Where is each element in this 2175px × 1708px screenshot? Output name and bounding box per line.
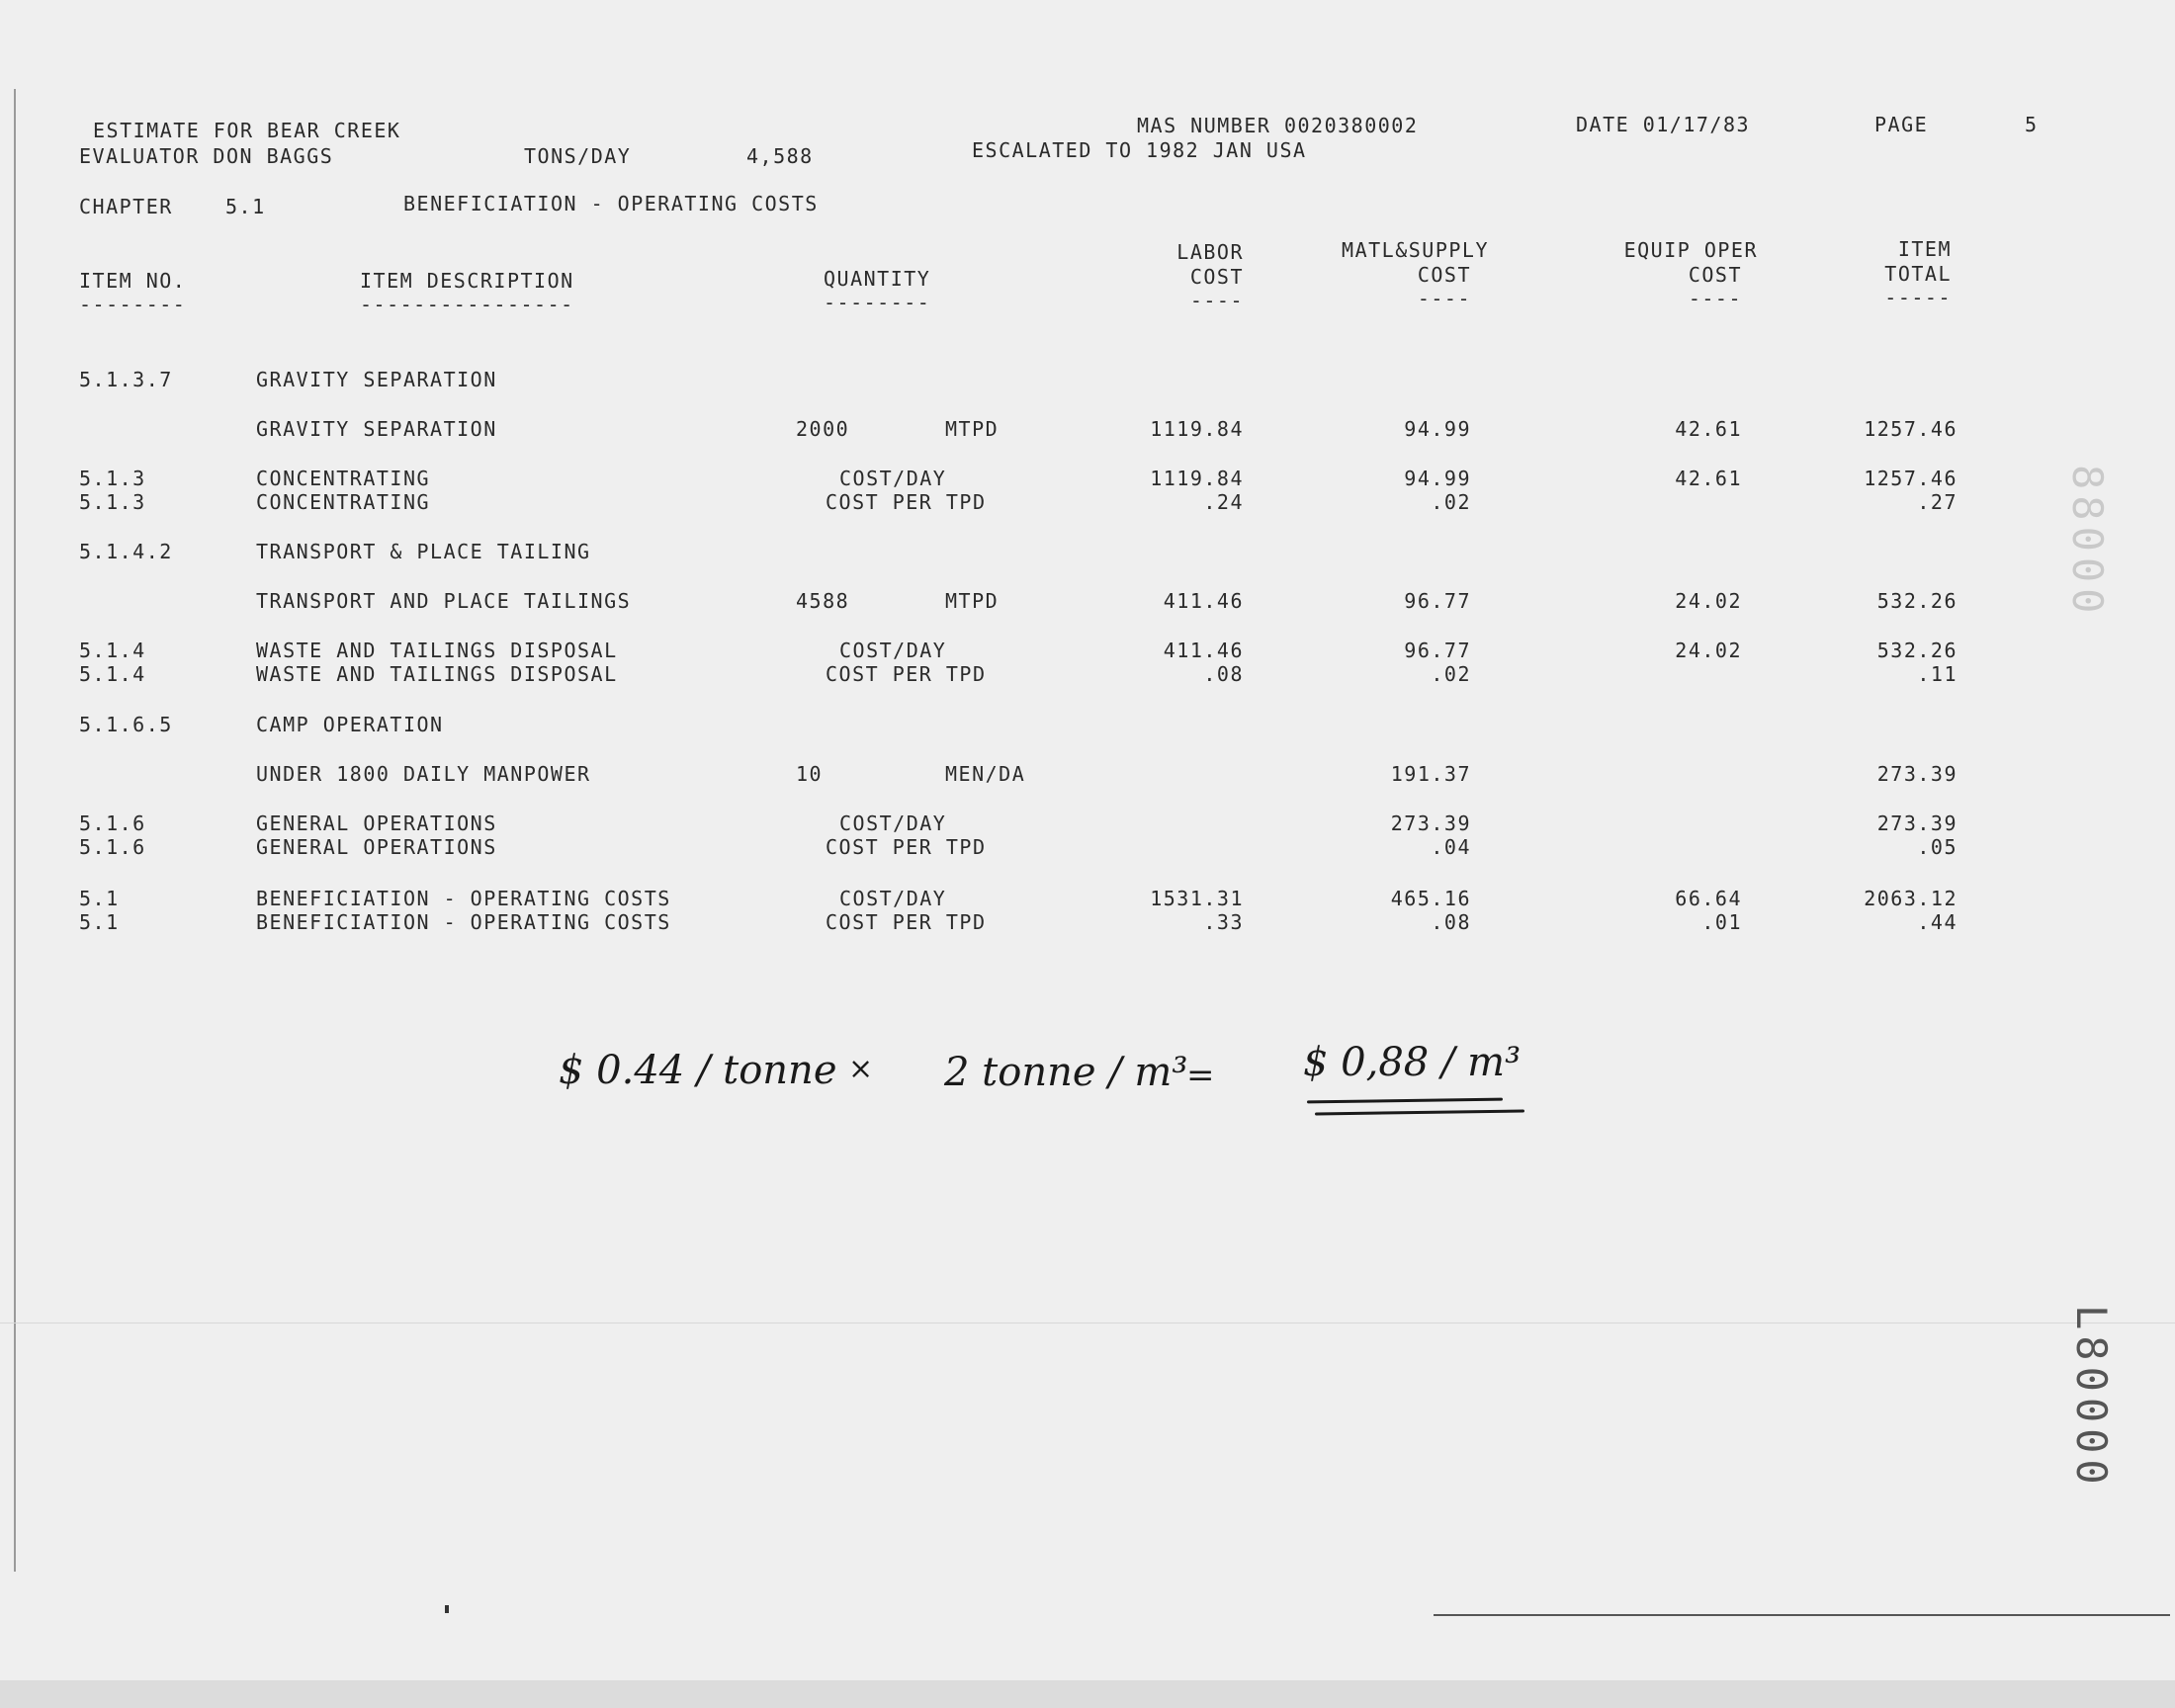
row-description: WASTE AND TAILINGS DISPOSAL (256, 639, 618, 662)
handwritten-density: 2 tonne / m³ (944, 1050, 1188, 1095)
tons-day-label: TONS/DAY (524, 144, 632, 168)
row-item-total: .11 (1917, 662, 1958, 686)
row-equip-cost: 24.02 (1675, 639, 1742, 662)
row-item-no: 5.1.6 (79, 835, 146, 859)
col-item-description: ITEM DESCRIPTION (360, 269, 574, 293)
row-labor-cost: .24 (1203, 490, 1244, 514)
row-quantity: 10 (796, 762, 824, 786)
row-item-total: .05 (1917, 835, 1958, 859)
col-total-line1: ITEM (1897, 237, 1952, 261)
row-matl-cost: 94.99 (1404, 467, 1471, 490)
row-item-no: 5.1.4 (79, 639, 146, 662)
evaluator: EVALUATOR DON BAGGS (79, 144, 334, 168)
col-matl-line2: COST (1417, 263, 1471, 287)
left-margin-line (14, 89, 16, 1572)
row-quantity: COST/DAY (839, 811, 947, 835)
row-item-no: 5.1 (79, 887, 120, 910)
row-matl-cost: .02 (1431, 490, 1471, 514)
col-equip-line1: EQUIP OPER (1623, 238, 1758, 262)
row-item-no: 5.1.4 (79, 662, 146, 686)
row-quantity: 4588 (796, 589, 850, 613)
row-matl-cost: 96.77 (1404, 589, 1471, 613)
row-labor-cost: 411.46 (1163, 639, 1244, 662)
row-labor-cost: 1119.84 (1150, 417, 1244, 441)
row-matl-cost: .04 (1431, 835, 1471, 859)
row-item-no: 5.1 (79, 910, 120, 934)
col-quantity-rule: -------- (824, 291, 931, 314)
row-matl-cost: .08 (1431, 910, 1471, 934)
row-matl-cost: 96.77 (1404, 639, 1471, 662)
row-matl-cost: 94.99 (1404, 417, 1471, 441)
escalated: ESCALATED TO 1982 JAN USA (972, 138, 1307, 162)
row-equip-cost: 66.64 (1675, 887, 1742, 910)
row-quantity: COST/DAY (839, 467, 947, 490)
row-item-no: 5.1.6.5 (79, 713, 173, 736)
row-quantity: COST PER TPD (826, 910, 987, 934)
row-item-no: 5.1.3 (79, 467, 146, 490)
row-labor-cost: 411.46 (1163, 589, 1244, 613)
col-item-description-rule: ---------------- (360, 293, 574, 316)
handwritten-result: $ 0,88 / m³ (1303, 1040, 1522, 1085)
tons-day-value: 4,588 (746, 144, 814, 168)
scan-speck (445, 1605, 449, 1613)
scan-line (1434, 1614, 2170, 1616)
row-matl-cost: 273.39 (1390, 811, 1471, 835)
col-labor-line1: LABOR (1176, 240, 1244, 264)
row-description: TRANSPORT & PLACE TAILING (256, 540, 591, 563)
row-quantity: COST PER TPD (826, 835, 987, 859)
row-labor-cost: 1531.31 (1150, 887, 1244, 910)
row-unit: MTPD (945, 417, 1000, 441)
row-description: CONCENTRATING (256, 490, 431, 514)
row-item-total: .44 (1917, 910, 1958, 934)
row-description: CAMP OPERATION (256, 713, 444, 736)
row-item-no: 5.1.6 (79, 811, 146, 835)
row-equip-cost: 42.61 (1675, 467, 1742, 490)
col-item-no-rule: -------- (79, 293, 187, 316)
row-item-total: 1257.46 (1864, 417, 1958, 441)
col-labor-rule: ---- (1189, 289, 1244, 312)
row-quantity: COST/DAY (839, 639, 947, 662)
row-quantity: COST PER TPD (826, 662, 987, 686)
row-item-total: .27 (1917, 490, 1958, 514)
row-item-no: 5.1.3 (79, 490, 146, 514)
row-item-total: 273.39 (1876, 762, 1958, 786)
page-label: PAGE (1874, 113, 1929, 136)
handwritten-equals: = (1186, 1056, 1215, 1095)
row-quantity: 2000 (796, 417, 850, 441)
row-item-total: 532.26 (1876, 589, 1958, 613)
col-total-line2: TOTAL (1884, 262, 1952, 286)
row-unit: MEN/DA (945, 762, 1026, 786)
row-equip-cost: 24.02 (1675, 589, 1742, 613)
chapter-label: CHAPTER (79, 195, 173, 218)
row-equip-cost: .01 (1701, 910, 1742, 934)
row-matl-cost: .02 (1431, 662, 1471, 686)
row-quantity: COST PER TPD (826, 490, 987, 514)
row-item-total: 2063.12 (1864, 887, 1958, 910)
fold-line (0, 1323, 2175, 1324)
mas-number: MAS NUMBER 0020380002 (1137, 114, 1419, 137)
row-item-no: 5.1.4.2 (79, 540, 173, 563)
row-description: BENEFICIATION - OPERATING COSTS (256, 887, 671, 910)
row-description: GENERAL OPERATIONS (256, 811, 497, 835)
row-description: CONCENTRATING (256, 467, 431, 490)
row-labor-cost: .08 (1203, 662, 1244, 686)
page-number: 5 (2025, 113, 2039, 136)
row-labor-cost: .33 (1203, 910, 1244, 934)
bates-stamp-faint: 88000 (2063, 465, 2112, 620)
row-item-total: 1257.46 (1864, 467, 1958, 490)
row-item-total: 273.39 (1876, 811, 1958, 835)
estimate-for: ESTIMATE FOR BEAR CREEK (93, 119, 401, 142)
row-equip-cost: 42.61 (1675, 417, 1742, 441)
row-description: WASTE AND TAILINGS DISPOSAL (256, 662, 618, 686)
row-labor-cost: 1119.84 (1150, 467, 1244, 490)
row-description: GRAVITY SEPARATION (256, 417, 497, 441)
row-unit: MTPD (945, 589, 1000, 613)
date: DATE 01/17/83 (1576, 113, 1751, 136)
row-description: GENERAL OPERATIONS (256, 835, 497, 859)
col-matl-line1: MATL&SUPPLY (1342, 238, 1489, 262)
col-item-no: ITEM NO. (79, 269, 187, 293)
col-equip-line2: COST (1688, 263, 1742, 287)
row-matl-cost: 191.37 (1390, 762, 1471, 786)
col-matl-rule: ---- (1417, 287, 1471, 310)
row-description: GRAVITY SEPARATION (256, 368, 497, 391)
col-quantity: QUANTITY (824, 267, 931, 291)
handwritten-times: × (848, 1052, 874, 1086)
col-labor-line2: COST (1189, 265, 1244, 289)
bates-stamp: L80000 (2067, 1305, 2116, 1491)
chapter-title: BENEFICIATION - OPERATING COSTS (403, 192, 819, 215)
row-description: UNDER 1800 DAILY MANPOWER (256, 762, 591, 786)
row-matl-cost: 465.16 (1390, 887, 1471, 910)
col-equip-rule: ---- (1688, 287, 1742, 310)
result-underline-1 (1307, 1098, 1503, 1104)
col-total-rule: ----- (1884, 286, 1952, 309)
scan-bottom-edge (0, 1680, 2175, 1708)
row-item-no: 5.1.3.7 (79, 368, 173, 391)
row-description: BENEFICIATION - OPERATING COSTS (256, 910, 671, 934)
handwritten-cost-per-tonne: $ 0.44 / tonne (559, 1048, 837, 1093)
chapter-number: 5.1 (225, 195, 266, 218)
row-item-total: 532.26 (1876, 639, 1958, 662)
result-underline-2 (1315, 1110, 1524, 1116)
row-quantity: COST/DAY (839, 887, 947, 910)
row-description: TRANSPORT AND PLACE TAILINGS (256, 589, 632, 613)
